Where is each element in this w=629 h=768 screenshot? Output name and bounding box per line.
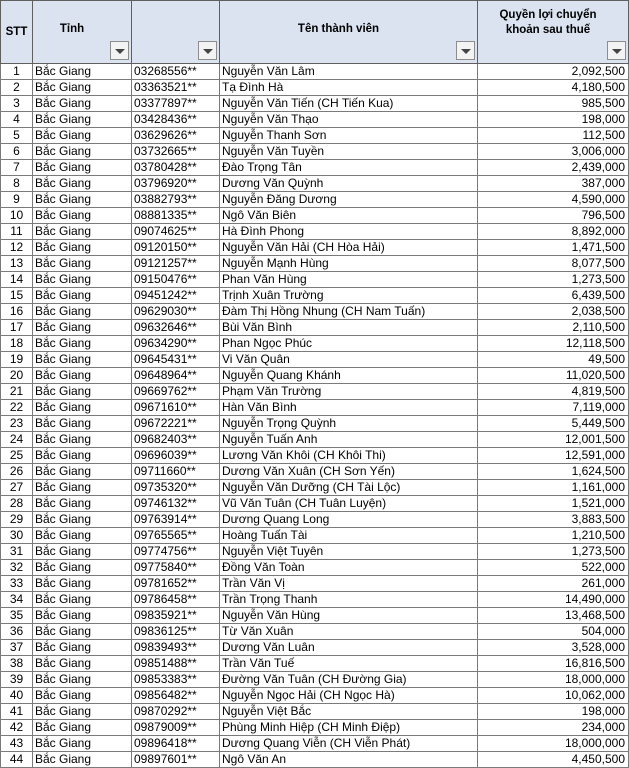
- row-amount-cell[interactable]: 4,180,500: [478, 80, 629, 96]
- row-province-cell[interactable]: Bắc Giang: [33, 224, 132, 240]
- row-member-name-cell[interactable]: Dương Quang Long: [220, 512, 478, 528]
- row-member-name-cell[interactable]: Nguyễn Việt Bắc: [220, 704, 478, 720]
- row-phone-cell[interactable]: 09775840**: [132, 560, 220, 576]
- row-province-cell[interactable]: Bắc Giang: [33, 368, 132, 384]
- row-stt-cell[interactable]: 38: [1, 656, 33, 672]
- table-row: [1, 64, 629, 80]
- row-member-name-cell[interactable]: Ngô Văn An: [220, 752, 478, 768]
- header-name: [220, 1, 478, 64]
- row-member-name-cell[interactable]: Nguyễn Đăng Dương: [220, 192, 478, 208]
- row-province-cell[interactable]: Bắc Giang: [33, 176, 132, 192]
- table-row: [1, 304, 629, 320]
- row-amount-cell[interactable]: 2,038,500: [478, 304, 629, 320]
- row-stt-cell[interactable]: 16: [1, 304, 33, 320]
- table-row: [1, 640, 629, 656]
- row-stt-cell[interactable]: 35: [1, 608, 33, 624]
- row-stt-cell[interactable]: 1: [1, 64, 33, 80]
- row-member-name-cell[interactable]: Trần Văn Vị: [220, 576, 478, 592]
- row-phone-cell[interactable]: 09774756**: [132, 544, 220, 560]
- row-amount-cell[interactable]: 2,092,500: [478, 64, 629, 80]
- row-member-name-cell[interactable]: Nguyễn Việt Tuyên: [220, 544, 478, 560]
- row-province-cell[interactable]: Bắc Giang: [33, 432, 132, 448]
- row-amount-cell[interactable]: 1,521,000: [478, 496, 629, 512]
- row-member-name-cell[interactable]: Nguyễn Tuấn Anh: [220, 432, 478, 448]
- row-member-name-cell[interactable]: Nguyễn Văn Dưỡng (CH Tài Lộc): [220, 480, 478, 496]
- row-member-name-cell[interactable]: Hàn Văn Bình: [220, 400, 478, 416]
- row-phone-cell[interactable]: 09682403**: [132, 432, 220, 448]
- row-amount-cell[interactable]: 796,500: [478, 208, 629, 224]
- row-province-cell[interactable]: Bắc Giang: [33, 192, 132, 208]
- row-phone-cell[interactable]: 03882793**: [132, 192, 220, 208]
- row-province-cell[interactable]: Bắc Giang: [33, 160, 132, 176]
- row-amount-cell[interactable]: 18,000,000: [478, 736, 629, 752]
- row-stt-cell[interactable]: 42: [1, 720, 33, 736]
- row-amount-cell[interactable]: 11,020,500: [478, 368, 629, 384]
- row-amount-cell[interactable]: 1,161,000: [478, 480, 629, 496]
- row-member-name-cell[interactable]: Trịnh Xuân Trường: [220, 288, 478, 304]
- row-province-cell[interactable]: Bắc Giang: [33, 416, 132, 432]
- table-row: [1, 448, 629, 464]
- table-row: [1, 160, 629, 176]
- row-amount-cell[interactable]: 4,819,500: [478, 384, 629, 400]
- row-amount-cell[interactable]: 18,000,000: [478, 672, 629, 688]
- table-row: [1, 192, 629, 208]
- header-tinh: [33, 1, 132, 64]
- row-province-cell[interactable]: Bắc Giang: [33, 144, 132, 160]
- header-phone-label: [132, 29, 219, 35]
- row-province-cell[interactable]: Bắc Giang: [33, 288, 132, 304]
- row-member-name-cell[interactable]: Phan Văn Hùng: [220, 272, 478, 288]
- row-province-cell[interactable]: Bắc Giang: [33, 704, 132, 720]
- row-stt-cell[interactable]: 43: [1, 736, 33, 752]
- row-amount-cell[interactable]: 10,062,000: [478, 688, 629, 704]
- row-stt-cell[interactable]: 24: [1, 432, 33, 448]
- table-row: [1, 256, 629, 272]
- row-amount-cell[interactable]: 2,439,000: [478, 160, 629, 176]
- row-stt-cell[interactable]: 10: [1, 208, 33, 224]
- row-province-cell[interactable]: Bắc Giang: [33, 480, 132, 496]
- row-province-cell[interactable]: Bắc Giang: [33, 688, 132, 704]
- row-amount-cell[interactable]: 12,118,500: [478, 336, 629, 352]
- row-phone-cell[interactable]: 03363521**: [132, 80, 220, 96]
- row-member-name-cell[interactable]: Phùng Minh Hiệp (CH Minh Điệp): [220, 720, 478, 736]
- row-phone-cell[interactable]: 09629030**: [132, 304, 220, 320]
- row-amount-cell[interactable]: 14,490,000: [478, 592, 629, 608]
- row-member-name-cell[interactable]: Nguyễn Trọng Quỳnh: [220, 416, 478, 432]
- table-row: [1, 224, 629, 240]
- row-member-name-cell[interactable]: Hà Đình Phong: [220, 224, 478, 240]
- row-amount-cell[interactable]: 12,001,500: [478, 432, 629, 448]
- row-province-cell[interactable]: Bắc Giang: [33, 608, 132, 624]
- row-province-cell[interactable]: Bắc Giang: [33, 304, 132, 320]
- row-phone-cell[interactable]: 03268556**: [132, 64, 220, 80]
- row-amount-cell[interactable]: 49,500: [478, 352, 629, 368]
- row-stt-cell[interactable]: 9: [1, 192, 33, 208]
- row-stt-cell[interactable]: 4: [1, 112, 33, 128]
- header-phone: [132, 1, 220, 64]
- row-phone-cell[interactable]: 03377897**: [132, 96, 220, 112]
- row-province-cell[interactable]: Bắc Giang: [33, 336, 132, 352]
- row-province-cell[interactable]: Bắc Giang: [33, 640, 132, 656]
- table-row: [1, 592, 629, 608]
- row-phone-cell[interactable]: 09896418**: [132, 736, 220, 752]
- header-row: [1, 1, 629, 64]
- row-member-name-cell[interactable]: Bùi Văn Bình: [220, 320, 478, 336]
- row-amount-cell[interactable]: 522,000: [478, 560, 629, 576]
- row-stt-cell[interactable]: 44: [1, 752, 33, 768]
- row-phone-cell[interactable]: 09634290**: [132, 336, 220, 352]
- row-phone-cell[interactable]: 09711660**: [132, 464, 220, 480]
- row-phone-cell[interactable]: 09879009**: [132, 720, 220, 736]
- row-province-cell[interactable]: Bắc Giang: [33, 352, 132, 368]
- row-stt-cell[interactable]: 6: [1, 144, 33, 160]
- row-phone-cell[interactable]: 03780428**: [132, 160, 220, 176]
- filter-dropdown-icon[interactable]: [110, 41, 129, 60]
- row-amount-cell[interactable]: 504,000: [478, 624, 629, 640]
- row-member-name-cell[interactable]: Dương Quang Viễn (CH Viễn Phát): [220, 736, 478, 752]
- row-member-name-cell[interactable]: Nguyễn Thanh Sơn: [220, 128, 478, 144]
- filter-dropdown-icon[interactable]: [456, 41, 475, 60]
- row-province-cell[interactable]: Bắc Giang: [33, 400, 132, 416]
- header-stt-label: STT: [5, 25, 28, 38]
- row-amount-cell[interactable]: 4,590,000: [478, 192, 629, 208]
- row-amount-cell[interactable]: 3,883,500: [478, 512, 629, 528]
- header-stt: [1, 1, 33, 64]
- table-row: [1, 336, 629, 352]
- row-stt-cell[interactable]: 40: [1, 688, 33, 704]
- row-phone-cell[interactable]: 03629626**: [132, 128, 220, 144]
- row-province-cell[interactable]: Bắc Giang: [33, 256, 132, 272]
- row-member-name-cell[interactable]: Tạ Đình Hà: [220, 80, 478, 96]
- row-stt-cell[interactable]: 7: [1, 160, 33, 176]
- row-member-name-cell[interactable]: Nguyễn Văn Tiến (CH Tiến Kua): [220, 96, 478, 112]
- header-tinh-label: Tỉnh: [59, 22, 85, 35]
- row-province-cell[interactable]: Bắc Giang: [33, 672, 132, 688]
- table-row: [1, 208, 629, 224]
- row-stt-cell[interactable]: 30: [1, 528, 33, 544]
- table-row: [1, 176, 629, 192]
- row-phone-cell[interactable]: 09672221**: [132, 416, 220, 432]
- row-member-name-cell[interactable]: Nguyễn Văn Lâm: [220, 64, 478, 80]
- row-phone-cell[interactable]: 09839493**: [132, 640, 220, 656]
- row-amount-cell[interactable]: 1,273,500: [478, 544, 629, 560]
- row-amount-cell[interactable]: 198,000: [478, 112, 629, 128]
- row-province-cell[interactable]: Bắc Giang: [33, 448, 132, 464]
- row-member-name-cell[interactable]: Ngô Văn Biên: [220, 208, 478, 224]
- row-amount-cell[interactable]: 261,000: [478, 576, 629, 592]
- row-member-name-cell[interactable]: Nguyễn Văn Hải (CH Hòa Hải): [220, 240, 478, 256]
- row-phone-cell[interactable]: 09836125**: [132, 624, 220, 640]
- table-row: [1, 80, 629, 96]
- row-amount-cell[interactable]: 985,500: [478, 96, 629, 112]
- row-member-name-cell[interactable]: Trần Trọng Thanh: [220, 592, 478, 608]
- table-row: [1, 96, 629, 112]
- row-phone-cell[interactable]: 03796920**: [132, 176, 220, 192]
- row-member-name-cell[interactable]: Vũ Văn Tuân (CH Tuân Luyện): [220, 496, 478, 512]
- table-row: [1, 624, 629, 640]
- row-phone-cell[interactable]: 09121257**: [132, 256, 220, 272]
- row-phone-cell[interactable]: 09786458**: [132, 592, 220, 608]
- row-amount-cell[interactable]: 198,000: [478, 704, 629, 720]
- row-phone-cell[interactable]: 09645431**: [132, 352, 220, 368]
- table-row: [1, 464, 629, 480]
- row-amount-cell[interactable]: 8,077,500: [478, 256, 629, 272]
- row-stt-cell[interactable]: 37: [1, 640, 33, 656]
- row-phone-cell[interactable]: 09856482**: [132, 688, 220, 704]
- row-province-cell[interactable]: Bắc Giang: [33, 96, 132, 112]
- row-member-name-cell[interactable]: Dương Văn Xuân (CH Sơn Yến): [220, 464, 478, 480]
- row-province-cell[interactable]: Bắc Giang: [33, 320, 132, 336]
- row-province-cell[interactable]: Bắc Giang: [33, 240, 132, 256]
- row-phone-cell[interactable]: 08881335**: [132, 208, 220, 224]
- row-stt-cell[interactable]: 11: [1, 224, 33, 240]
- row-stt-cell[interactable]: 29: [1, 512, 33, 528]
- row-stt-cell[interactable]: 5: [1, 128, 33, 144]
- table-body: [1, 64, 629, 768]
- row-phone-cell[interactable]: 09870292**: [132, 704, 220, 720]
- row-province-cell[interactable]: Bắc Giang: [33, 528, 132, 544]
- row-member-name-cell[interactable]: Đàm Thị Hồng Nhung (CH Nam Tuấn): [220, 304, 478, 320]
- header-amount-label: Quyền lợi chuyển khoản sau thuế: [499, 9, 597, 36]
- row-member-name-cell[interactable]: Nguyễn Quang Khánh: [220, 368, 478, 384]
- table-row: [1, 528, 629, 544]
- row-phone-cell[interactable]: 09853383**: [132, 672, 220, 688]
- table-row: [1, 112, 629, 128]
- row-phone-cell[interactable]: 09851488**: [132, 656, 220, 672]
- row-amount-cell[interactable]: 3,006,000: [478, 144, 629, 160]
- row-phone-cell[interactable]: 09150476**: [132, 272, 220, 288]
- row-member-name-cell[interactable]: Từ Văn Xuân: [220, 624, 478, 640]
- table-row: [1, 496, 629, 512]
- row-stt-cell[interactable]: 14: [1, 272, 33, 288]
- row-phone-cell[interactable]: 09632646**: [132, 320, 220, 336]
- row-province-cell[interactable]: Bắc Giang: [33, 384, 132, 400]
- row-province-cell[interactable]: Bắc Giang: [33, 80, 132, 96]
- row-stt-cell[interactable]: 21: [1, 384, 33, 400]
- row-province-cell[interactable]: Bắc Giang: [33, 128, 132, 144]
- row-stt-cell[interactable]: 27: [1, 480, 33, 496]
- row-amount-cell[interactable]: 6,439,500: [478, 288, 629, 304]
- table-row: [1, 656, 629, 672]
- row-stt-cell[interactable]: 18: [1, 336, 33, 352]
- row-amount-cell[interactable]: 2,110,500: [478, 320, 629, 336]
- row-member-name-cell[interactable]: Phan Ngọc Phúc: [220, 336, 478, 352]
- table-row: [1, 480, 629, 496]
- row-phone-cell[interactable]: 09671610**: [132, 400, 220, 416]
- table-row: [1, 736, 629, 752]
- row-phone-cell[interactable]: 09746132**: [132, 496, 220, 512]
- row-stt-cell[interactable]: 28: [1, 496, 33, 512]
- row-member-name-cell[interactable]: Vi Văn Quân: [220, 352, 478, 368]
- row-province-cell[interactable]: Bắc Giang: [33, 576, 132, 592]
- row-member-name-cell[interactable]: Đào Trọng Tân: [220, 160, 478, 176]
- row-phone-cell[interactable]: 09669762**: [132, 384, 220, 400]
- row-amount-cell[interactable]: 1,273,500: [478, 272, 629, 288]
- row-stt-cell[interactable]: 36: [1, 624, 33, 640]
- row-stt-cell[interactable]: 41: [1, 704, 33, 720]
- table-row: [1, 144, 629, 160]
- table-row: [1, 432, 629, 448]
- row-member-name-cell[interactable]: Phạm Văn Trường: [220, 384, 478, 400]
- row-amount-cell[interactable]: 112,500: [478, 128, 629, 144]
- table-row: [1, 416, 629, 432]
- row-phone-cell[interactable]: 09835921**: [132, 608, 220, 624]
- row-stt-cell[interactable]: 31: [1, 544, 33, 560]
- row-stt-cell[interactable]: 12: [1, 240, 33, 256]
- table-row: [1, 704, 629, 720]
- row-stt-cell[interactable]: 2: [1, 80, 33, 96]
- row-stt-cell[interactable]: 19: [1, 352, 33, 368]
- row-phone-cell[interactable]: 09781652**: [132, 576, 220, 592]
- row-amount-cell[interactable]: 1,210,500: [478, 528, 629, 544]
- row-member-name-cell[interactable]: Đường Văn Tuân (CH Đường Gia): [220, 672, 478, 688]
- row-member-name-cell[interactable]: Hoàng Tuấn Tài: [220, 528, 478, 544]
- row-member-name-cell[interactable]: Dương Văn Luân: [220, 640, 478, 656]
- row-phone-cell[interactable]: 09735320**: [132, 480, 220, 496]
- row-phone-cell[interactable]: 09763914**: [132, 512, 220, 528]
- row-province-cell[interactable]: Bắc Giang: [33, 512, 132, 528]
- row-province-cell[interactable]: Bắc Giang: [33, 272, 132, 288]
- table-row: [1, 608, 629, 624]
- row-stt-cell[interactable]: 25: [1, 448, 33, 464]
- table-row: [1, 512, 629, 528]
- row-amount-cell[interactable]: 12,591,000: [478, 448, 629, 464]
- row-member-name-cell[interactable]: Nguyễn Văn Hùng: [220, 608, 478, 624]
- row-phone-cell[interactable]: 09648964**: [132, 368, 220, 384]
- row-amount-cell[interactable]: 13,468,500: [478, 608, 629, 624]
- row-province-cell[interactable]: Bắc Giang: [33, 544, 132, 560]
- row-province-cell[interactable]: Bắc Giang: [33, 464, 132, 480]
- row-stt-cell[interactable]: 32: [1, 560, 33, 576]
- row-phone-cell[interactable]: 09451242**: [132, 288, 220, 304]
- row-phone-cell[interactable]: 03428436**: [132, 112, 220, 128]
- row-province-cell[interactable]: Bắc Giang: [33, 624, 132, 640]
- row-amount-cell[interactable]: 16,816,500: [478, 656, 629, 672]
- row-phone-cell[interactable]: 09074625**: [132, 224, 220, 240]
- table-row: [1, 384, 629, 400]
- table-row: [1, 576, 629, 592]
- row-amount-cell[interactable]: 4,450,500: [478, 752, 629, 768]
- row-amount-cell[interactable]: 1,624,500: [478, 464, 629, 480]
- row-member-name-cell[interactable]: Nguyễn Văn Thạo: [220, 112, 478, 128]
- row-amount-cell[interactable]: 8,892,000: [478, 224, 629, 240]
- row-member-name-cell[interactable]: Nguyễn Ngọc Hải (CH Ngọc Hà): [220, 688, 478, 704]
- table-row: [1, 672, 629, 688]
- header-amount: [478, 1, 629, 64]
- table-row: [1, 320, 629, 336]
- row-province-cell[interactable]: Bắc Giang: [33, 560, 132, 576]
- row-phone-cell[interactable]: 03732665**: [132, 144, 220, 160]
- table-row: [1, 400, 629, 416]
- row-phone-cell[interactable]: 09696039**: [132, 448, 220, 464]
- row-stt-cell[interactable]: 3: [1, 96, 33, 112]
- row-stt-cell[interactable]: 23: [1, 416, 33, 432]
- row-stt-cell[interactable]: 33: [1, 576, 33, 592]
- row-amount-cell[interactable]: 234,000: [478, 720, 629, 736]
- row-stt-cell[interactable]: 20: [1, 368, 33, 384]
- row-province-cell[interactable]: Bắc Giang: [33, 112, 132, 128]
- row-province-cell[interactable]: Bắc Giang: [33, 208, 132, 224]
- row-stt-cell[interactable]: 26: [1, 464, 33, 480]
- table-row: [1, 720, 629, 736]
- row-stt-cell[interactable]: 8: [1, 176, 33, 192]
- row-stt-cell[interactable]: 34: [1, 592, 33, 608]
- row-member-name-cell[interactable]: Dương Văn Quỳnh: [220, 176, 478, 192]
- table-row: [1, 560, 629, 576]
- row-stt-cell[interactable]: 17: [1, 320, 33, 336]
- table-row: [1, 544, 629, 560]
- row-province-cell[interactable]: Bắc Giang: [33, 496, 132, 512]
- row-phone-cell[interactable]: 09120150**: [132, 240, 220, 256]
- row-amount-cell[interactable]: 3,528,000: [478, 640, 629, 656]
- row-stt-cell[interactable]: 39: [1, 672, 33, 688]
- table-row: [1, 368, 629, 384]
- table-row: [1, 128, 629, 144]
- row-member-name-cell[interactable]: Nguyễn Văn Tuyền: [220, 144, 478, 160]
- row-stt-cell[interactable]: 22: [1, 400, 33, 416]
- row-member-name-cell[interactable]: Trần Văn Tuế: [220, 656, 478, 672]
- row-member-name-cell[interactable]: Lương Văn Khôi (CH Khôi Thi): [220, 448, 478, 464]
- row-member-name-cell[interactable]: Đồng Văn Toàn: [220, 560, 478, 576]
- table-row: [1, 688, 629, 704]
- row-amount-cell[interactable]: 7,119,000: [478, 400, 629, 416]
- table-row: [1, 352, 629, 368]
- filter-dropdown-icon[interactable]: [198, 41, 217, 60]
- row-province-cell[interactable]: Bắc Giang: [33, 64, 132, 80]
- table-row: [1, 272, 629, 288]
- row-province-cell[interactable]: Bắc Giang: [33, 720, 132, 736]
- row-stt-cell[interactable]: 13: [1, 256, 33, 272]
- row-province-cell[interactable]: Bắc Giang: [33, 592, 132, 608]
- row-phone-cell[interactable]: 09765565**: [132, 528, 220, 544]
- row-province-cell[interactable]: Bắc Giang: [33, 752, 132, 768]
- row-province-cell[interactable]: Bắc Giang: [33, 736, 132, 752]
- filter-dropdown-icon[interactable]: [607, 41, 626, 60]
- row-amount-cell[interactable]: 5,449,500: [478, 416, 629, 432]
- row-stt-cell[interactable]: 15: [1, 288, 33, 304]
- table-row: [1, 288, 629, 304]
- table-row: [1, 240, 629, 256]
- row-amount-cell[interactable]: 1,471,500: [478, 240, 629, 256]
- table-row: [1, 752, 629, 768]
- row-member-name-cell[interactable]: Nguyễn Mạnh Hùng: [220, 256, 478, 272]
- header-name-label: Tên thành viên: [297, 22, 380, 35]
- row-amount-cell[interactable]: 387,000: [478, 176, 629, 192]
- row-province-cell[interactable]: Bắc Giang: [33, 656, 132, 672]
- row-phone-cell[interactable]: 09897601**: [132, 752, 220, 768]
